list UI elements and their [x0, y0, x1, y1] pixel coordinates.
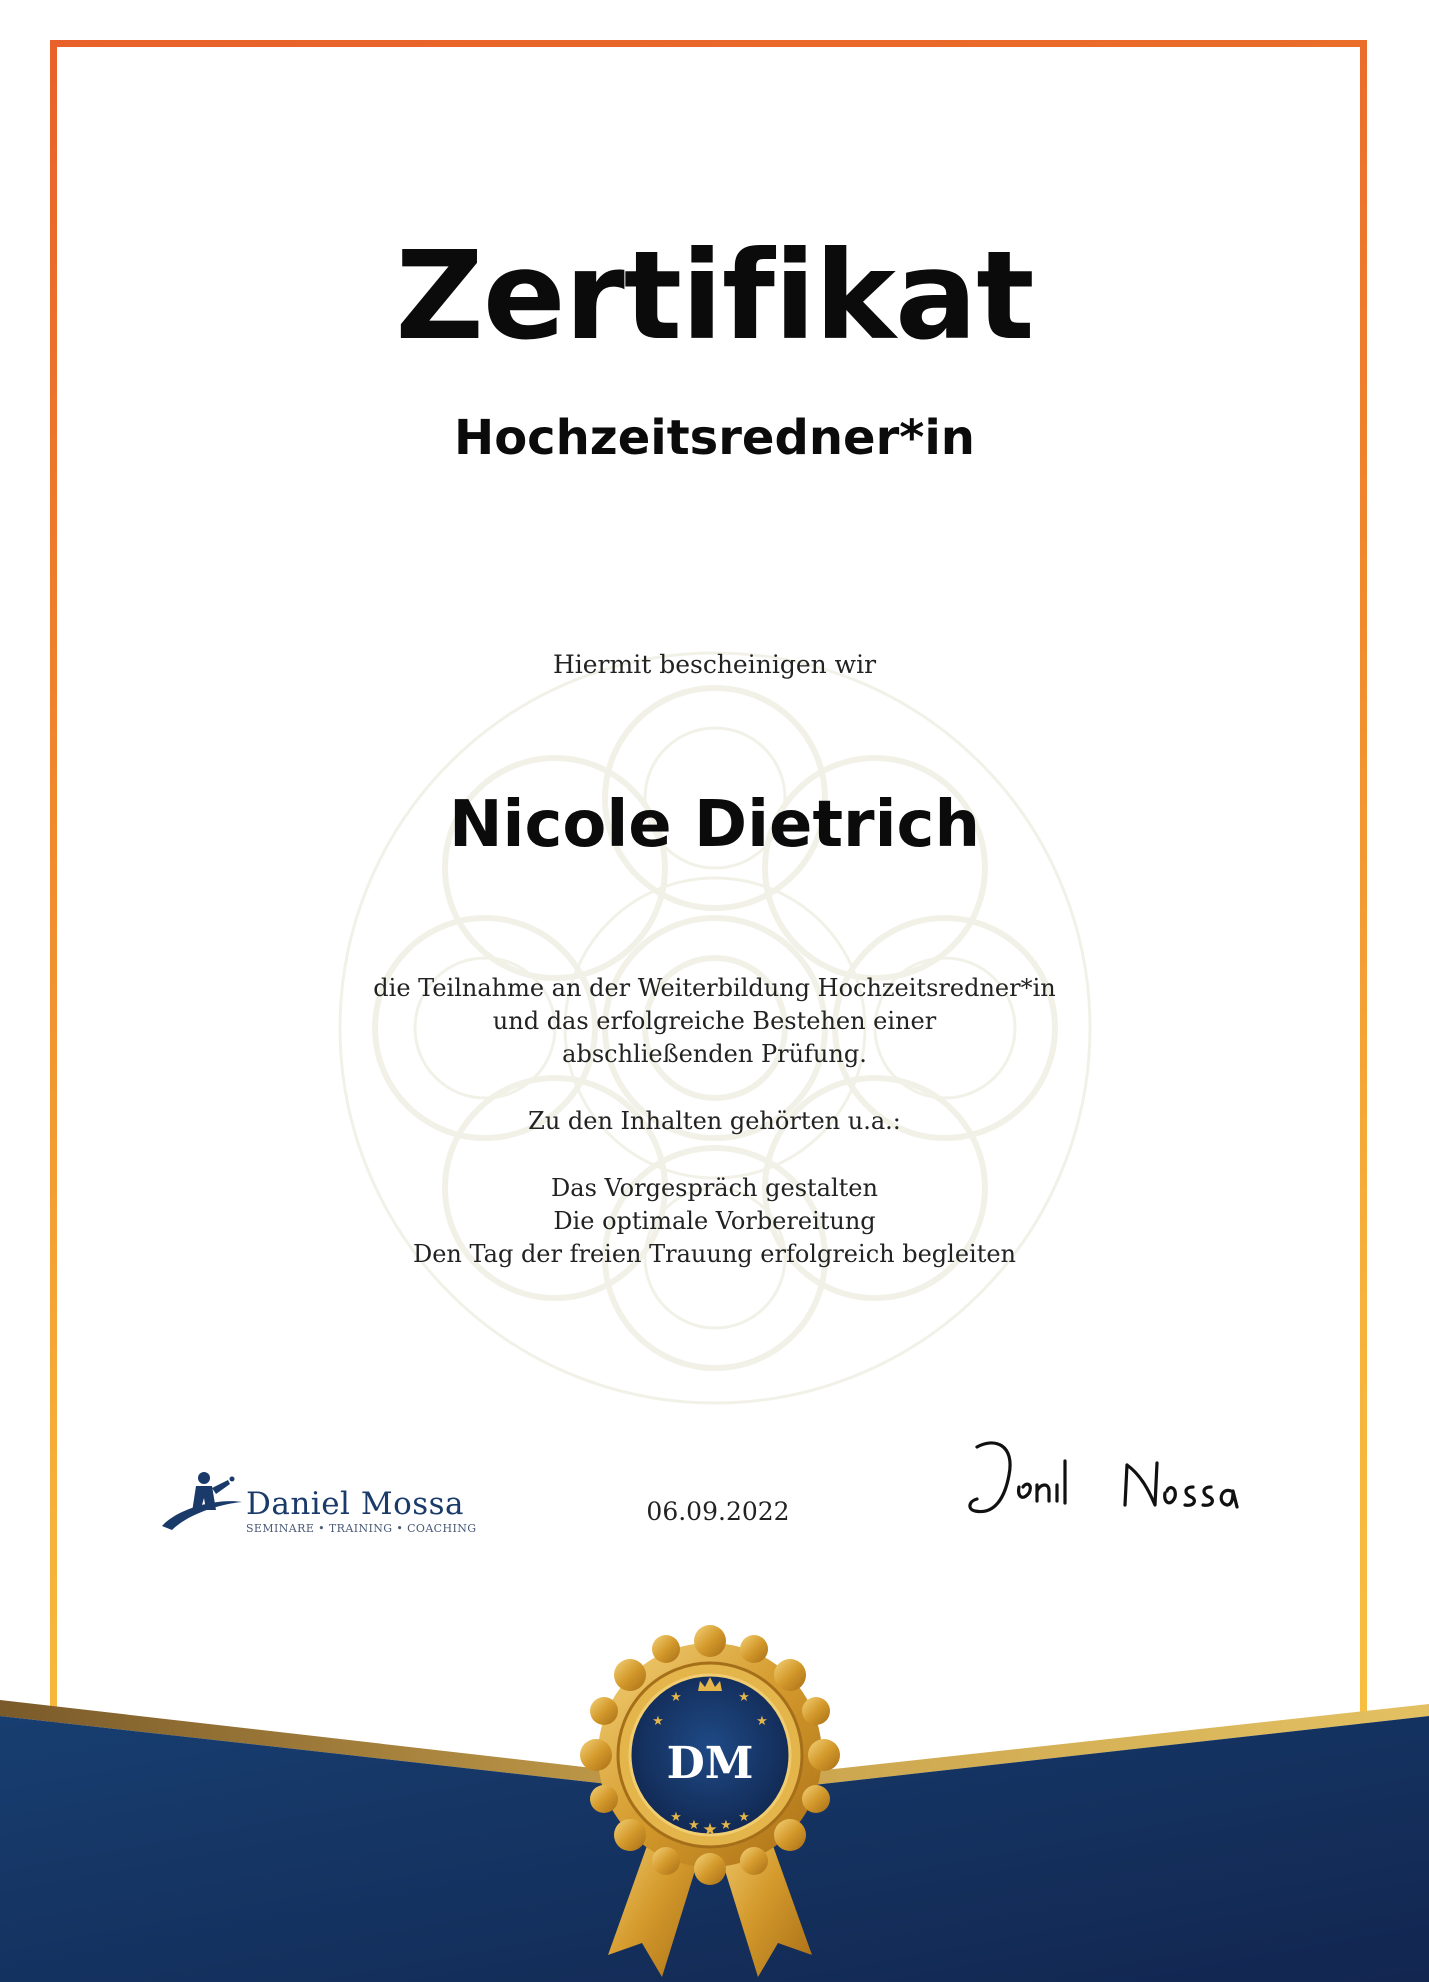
- certificate-title: Zertifikat: [395, 225, 1034, 367]
- certificate-date: 06.09.2022: [646, 1497, 790, 1526]
- svg-text:★: ★: [756, 1714, 768, 1729]
- speaker-swoosh-icon: [158, 1468, 244, 1536]
- paragraph-line: und das erfolgreiche Bestehen einer: [492, 1007, 937, 1035]
- paragraph-line: abschließenden Prüfung.: [562, 1040, 867, 1068]
- contents-item: Das Vorgespräch gestalten: [551, 1174, 878, 1202]
- seal-initials: DM: [666, 1738, 754, 1789]
- gold-seal: [580, 1625, 840, 1982]
- svg-text:★: ★: [738, 1690, 750, 1705]
- contents-list: [0, 1172, 1429, 1271]
- svg-text:★: ★: [670, 1690, 682, 1705]
- recipient-name: Nicole Dietrich: [448, 788, 981, 862]
- svg-text:★: ★: [738, 1810, 750, 1825]
- svg-text:★: ★: [652, 1714, 664, 1729]
- completion-paragraph: [0, 972, 1429, 1071]
- logo-tagline: SEMINARE • TRAINING • COACHING: [246, 1522, 477, 1535]
- intro-text: Hiermit bescheinigen wir: [552, 650, 877, 679]
- svg-text:★: ★: [702, 1820, 718, 1840]
- contents-heading: Zu den Inhalten gehörten u.a.:: [528, 1107, 901, 1135]
- paragraph-line: die Teilnahme an der Weiterbildung Hochzeitsredner*in: [373, 974, 1056, 1002]
- daniel-mossa-logo: [158, 1468, 477, 1538]
- svg-text:★: ★: [720, 1818, 732, 1833]
- contents-item: Die optimale Vorbereitung: [553, 1207, 876, 1235]
- svg-text:★: ★: [670, 1810, 682, 1825]
- svg-text:★: ★: [688, 1818, 700, 1833]
- signature: [965, 1435, 1245, 1530]
- certificate-subtitle: Hochzeitsredner*in: [454, 410, 975, 466]
- logo-name: Daniel Mossa: [246, 1486, 465, 1522]
- contents-item: Den Tag der freien Trauung erfolgreich begleiten: [412, 1240, 1017, 1268]
